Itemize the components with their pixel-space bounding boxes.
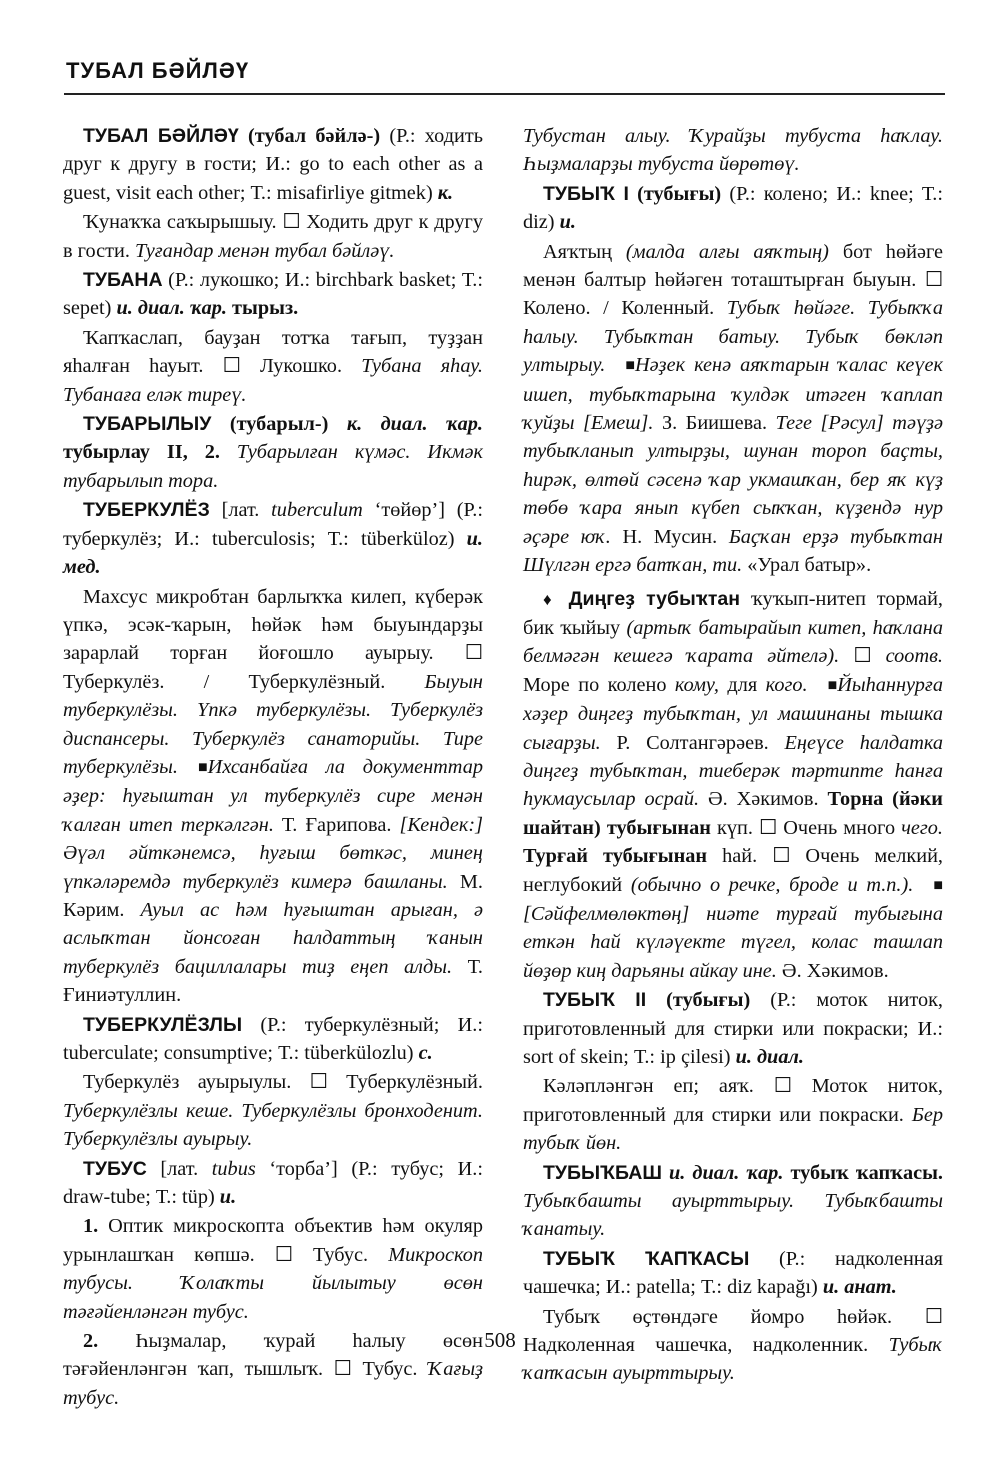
page-number: 508 [484, 1328, 516, 1352]
entry-equivalents: (Р.: колено; И.: knee; Т.: diz) [523, 182, 943, 234]
headword: ТУБАЛ БӘЙЛӘҮ [83, 125, 239, 147]
citation-square-icon: ■ [625, 357, 636, 375]
idiom-text: һай. ☐ Очень мелкий, неглубокий [523, 845, 943, 896]
citation-source: Ә. Хәкимов. [776, 959, 889, 982]
entry-tubaryliu [63, 410, 483, 495]
citation-source: «Урал батыр». [742, 554, 872, 577]
headword: ТУБЕРКУЛЁЗ [83, 499, 210, 522]
definition [63, 324, 483, 409]
example: Тубана яһау. Тубанаға еләк тиреү. [63, 355, 483, 406]
citation: [Кендек:] Әүәл әйткәнемсә, һуғыш бөткәс, минең үпкәләремдә туберкулёз кимерә башланы. [63, 813, 483, 893]
example: Тубарылған күмәс. Икмәк тубарылып тора. [63, 441, 483, 492]
example: Тубустан алыу. Ҡурайҙы тубуста һаҡлау. Һыҙмаларҙы тубуста йөрөтөү. [523, 125, 943, 176]
citation-source: Н. Мусин. [610, 525, 729, 548]
cross-reference: тубырлау II, 2. [63, 441, 220, 464]
entry-equivalents: ‘торба’] (Р.: тубус; И.: draw-tube; Т.: tüp) [63, 1157, 483, 1209]
headword: ТУБАНА [83, 269, 163, 292]
part-of-speech: и. [559, 211, 576, 234]
citation: Теге [Рәсул] тәүҙә тубыҡланып ултырҙы, шунан тороп баҫты, һирәк, өлтөй сәсенә ҡар укмашҡан, бер яҡ күҙ төбө ҡара янып күбеп сыҡҡан, күҙендә нур әҫәре юҡ. [523, 412, 944, 548]
phraseology-block [523, 585, 943, 986]
idiom-text: для [718, 673, 766, 696]
idiom-phrase: Турғай тубығынан [523, 845, 708, 868]
example: Ҡағыҙ тубус. [63, 1358, 483, 1409]
headword: ТУБУС [83, 1157, 147, 1180]
citation: Йыһаннурға хәҙер диңгеҙ тубыҡтан, ул машинаны тышка сығарҙы. [523, 673, 943, 754]
part-of-speech: с. [418, 1042, 433, 1064]
part-of-speech: и. диал. [735, 1046, 804, 1068]
continued-examples [523, 122, 943, 179]
sense-number: 2. [83, 1330, 99, 1353]
sense-1 [63, 1212, 483, 1326]
gloss: (малда алғы аяҡтың) [625, 240, 829, 263]
citation-source: Т. Ғиниәтуллин. [63, 955, 483, 1007]
headword-form: (тубығы) [637, 182, 722, 205]
definition [523, 1072, 943, 1157]
gloss: кого. [765, 673, 808, 696]
citation-source: З. Биишева. [653, 412, 776, 435]
entry-equivalents: ‘төйөр’] (Р.: туберкулёз; И.: tuberculosis; Т.: tüberküloz) [63, 499, 484, 550]
gloss: чего. [901, 816, 943, 839]
diamond-icon: ♦ [543, 589, 558, 609]
headword: ТУБЫҠ II [543, 989, 647, 1012]
gloss: соотв. [885, 645, 943, 668]
headword-form: (тубығы) [666, 989, 751, 1012]
example: Быуын туберкулёзы. Үпкә туберкулёзы. Туберкулёз диспансеры. Туберкулёз санаторийы. Тире туберкулёзы. [63, 670, 483, 778]
definition-text: Кәләпләнгән еп; аяҡ. ☐ Моток ниток, приготовленный для стирки или покраски. [523, 1075, 943, 1126]
entry-equivalents: (Р.: надколенная чашечка; И.: patella; Т.: diz kapağı) [523, 1247, 943, 1299]
example: Тубыҡбашты ауырттырыу. Тубыҡбашты ҡанатыу. [523, 1190, 943, 1241]
entry-tubyk-kapkasy [523, 1245, 943, 1302]
right-column [523, 122, 943, 1389]
citation: Ауыл ас һәм һуғыштан арыған, ә аслыҡтан йонсоған һалдаттың ҡанын туберкулёз бациллалары тиҙ еңеп алды. [63, 898, 484, 978]
running-head: ТУБАЛ БӘЙЛӘҮ [66, 58, 250, 83]
entry-etymology-open: [лат. [146, 1157, 212, 1180]
entry-equivalents: (Р.: лукошко; И.: birchbark basket; Т.: sepet) [63, 269, 483, 320]
definition-text: Аяҡтың [543, 240, 626, 263]
citation: Баҫҡан ерҙә тубыҡтан Шүлгән ергә батҡан, ти. [523, 525, 943, 577]
headword: ТУБАРЫЛЫУ [83, 413, 212, 436]
headword: ТУБЫҠ I [543, 182, 629, 205]
entry-tubal-beyleu [63, 122, 483, 207]
definition [63, 583, 483, 1010]
definition-text: Ҡапҡаслап, бауҙан тотҡа тағып, туҙҙан яһалған һауыт. ☐ Лукошко. [63, 326, 483, 378]
citation-source: М. Кәрим. [63, 870, 483, 921]
gloss: кому, [674, 673, 719, 696]
definition [63, 208, 483, 265]
entry-tubyk-1 [523, 180, 943, 237]
citation-square-icon: ■ [198, 758, 208, 776]
cross-reference: тубыҡ ҡапҡасы. [783, 1161, 943, 1184]
etymon: tubus [211, 1157, 256, 1180]
citation-square-icon: ■ [933, 876, 943, 894]
citation-source: Р. Солтангәрәев. [600, 731, 785, 754]
etymon: tuberculum [271, 499, 363, 522]
example: Бер тубыҡ йөн. [523, 1103, 943, 1155]
citation-square-icon: ■ [827, 676, 838, 694]
citation-source: Т. Ғарипова. [273, 813, 400, 836]
entry-tuberkulez [63, 496, 483, 581]
idiom-text: ҡуҡып-нитеп тормай, бик ҡыйыу [523, 587, 943, 639]
gloss: (артыҡ батырайып китеп, һаҡлана белмәгән кешегә ҡарата әйтелә). [523, 616, 943, 668]
part-of-speech: и. диал. ҡар. [116, 297, 227, 320]
definition [523, 238, 943, 580]
headword-form: (тубал бәйлә-) [248, 125, 381, 147]
definition-text: Махсус микробтан барлыҡҡа килеп, күберәк үпкә, эсәк-ҡарын, һөйәк һәм быуындарҙы зарарлай торған йоғошло ауырыу. ☐ Туберкулёз. / Туберкулёзный. [63, 585, 483, 693]
citation: [Сәйфелмөлөктөң] ниәте турғай тубығына еткән һай күләүекте түгел, колас ташлап йөҙөр киң дарьяны айкау ине. [523, 902, 943, 982]
idiom-phrase: Диңгеҙ тубыҡтан [557, 587, 741, 610]
part-of-speech: и. анат. [822, 1276, 897, 1299]
entry-equivalents: (Р.: ходить друг к другу в гости; И.: go to each other as a guest, visit each other; Т.: misafirliye gitmek) [63, 125, 483, 204]
definition-text: Һыҙмалар, ҡурай һалыу өсөн тәғәйенләнгән ҡап, тышлыҡ. ☐ Тубус. [63, 1330, 483, 1381]
left-column [63, 122, 483, 1413]
gloss: (обычно о речке, броде и т.п.). [630, 873, 914, 896]
citation: Еңеүсе һалдатка диңгеҙ тубыҡтан, тиеберәк тәртипте һанға һукмаусылар осрай. [523, 731, 943, 811]
entry-tubana [63, 266, 483, 323]
definition-text: Оптик микроскопта объектив һәм окуляр урынлашҡан көпшә. ☐ Тубус. [63, 1215, 483, 1266]
idiom-phrase: Торна (йәки шайтан) тубығынан [523, 788, 943, 839]
idiom-text: Море по колено [523, 673, 675, 696]
idiom-text: ☐ [839, 645, 886, 668]
citation-source: Ә. Хәкимов. [699, 788, 828, 811]
entry-tubus [63, 1155, 483, 1212]
citation: Ихсанбайға ла документтар әҙер: һуғыштан ул туберкулёз сире менән ҡалған итеп теркәлгән. [63, 755, 483, 836]
citation: Нәҙек кенә аяҡтарын ҡалас кеүек ишеп, тубыҡтарына ҡулдәк итәген ҡаплап ҡуйҙы [Емеш]. [523, 354, 943, 435]
headword: ТУБЫҠ ҠАПҠАСЫ [543, 1247, 750, 1270]
entry-equivalents: (Р.: моток ниток, приготовленный для стирки или покраски; И.: sort of skein; Т.: ip çilesi) [523, 989, 944, 1068]
headword-form: (тубарыл-) [229, 413, 329, 436]
example: Тубыҡ һөйәге. Тубыҡҡа һалыу. Тубыҡтан батыу. Тубыҡ бөкләп ултырыу. [523, 297, 943, 377]
sense-number: 1. [83, 1215, 99, 1238]
example: Туғандар менән тубал бәйләү. [134, 239, 395, 262]
part-of-speech: к. [437, 181, 454, 204]
part-of-speech: и. [219, 1186, 237, 1209]
entry-etymology-open: [лат. [209, 499, 272, 522]
idiom-text: күп. ☐ Очень много [710, 816, 902, 839]
entry-tubykbash [523, 1159, 943, 1244]
headword: ТУБЫҠБАШ [543, 1161, 662, 1184]
cross-reference: тырыз. [226, 297, 299, 320]
definition-text: бот һөйәге менән балтыр һөйәген тоташтырған быуын. ☐ Колено. / Коленный. [523, 240, 943, 320]
definition-text: Туберкулёз ауырыулы. ☐ Туберкулёзный. [83, 1071, 483, 1094]
definition [63, 1068, 483, 1153]
entry-equivalents: (Р.: туберкулёзный; И.: tuberculate; consumptive; Т.: tüberkülozlu) [63, 1013, 483, 1064]
part-of-speech: и. мед. [63, 527, 483, 579]
part-of-speech: к. диал. ҡар. [328, 413, 483, 436]
entry-tubyk-2 [523, 986, 943, 1071]
part-of-speech: и. диал. ҡар. [661, 1161, 784, 1184]
example: Микроскоп тубусы. Ҡолаҡты йылытыу өсөн тәғәйенләнгән тубус. [63, 1243, 483, 1323]
definition-text: Ҡунаҡҡа саҡырышыу. ☐ Ходить друг к другу в гости. [63, 211, 483, 262]
definition-text: Тубыҡ өҫтөндәге йомро һөйәк. ☐ Надколенная чашечка, надколенник. [523, 1305, 943, 1357]
example: Тубыҡ ҡапҡасын ауырттырыу. [523, 1334, 943, 1385]
entry-tuberkulezly [63, 1011, 483, 1068]
headword: ТУБЕРКУЛЁЗЛЫ [83, 1013, 243, 1036]
header-rule [64, 93, 945, 95]
example: Туберкулёзлы кеше. Туберкулёзлы бронходенит. Туберкулёзлы ауырыу. [63, 1099, 483, 1151]
